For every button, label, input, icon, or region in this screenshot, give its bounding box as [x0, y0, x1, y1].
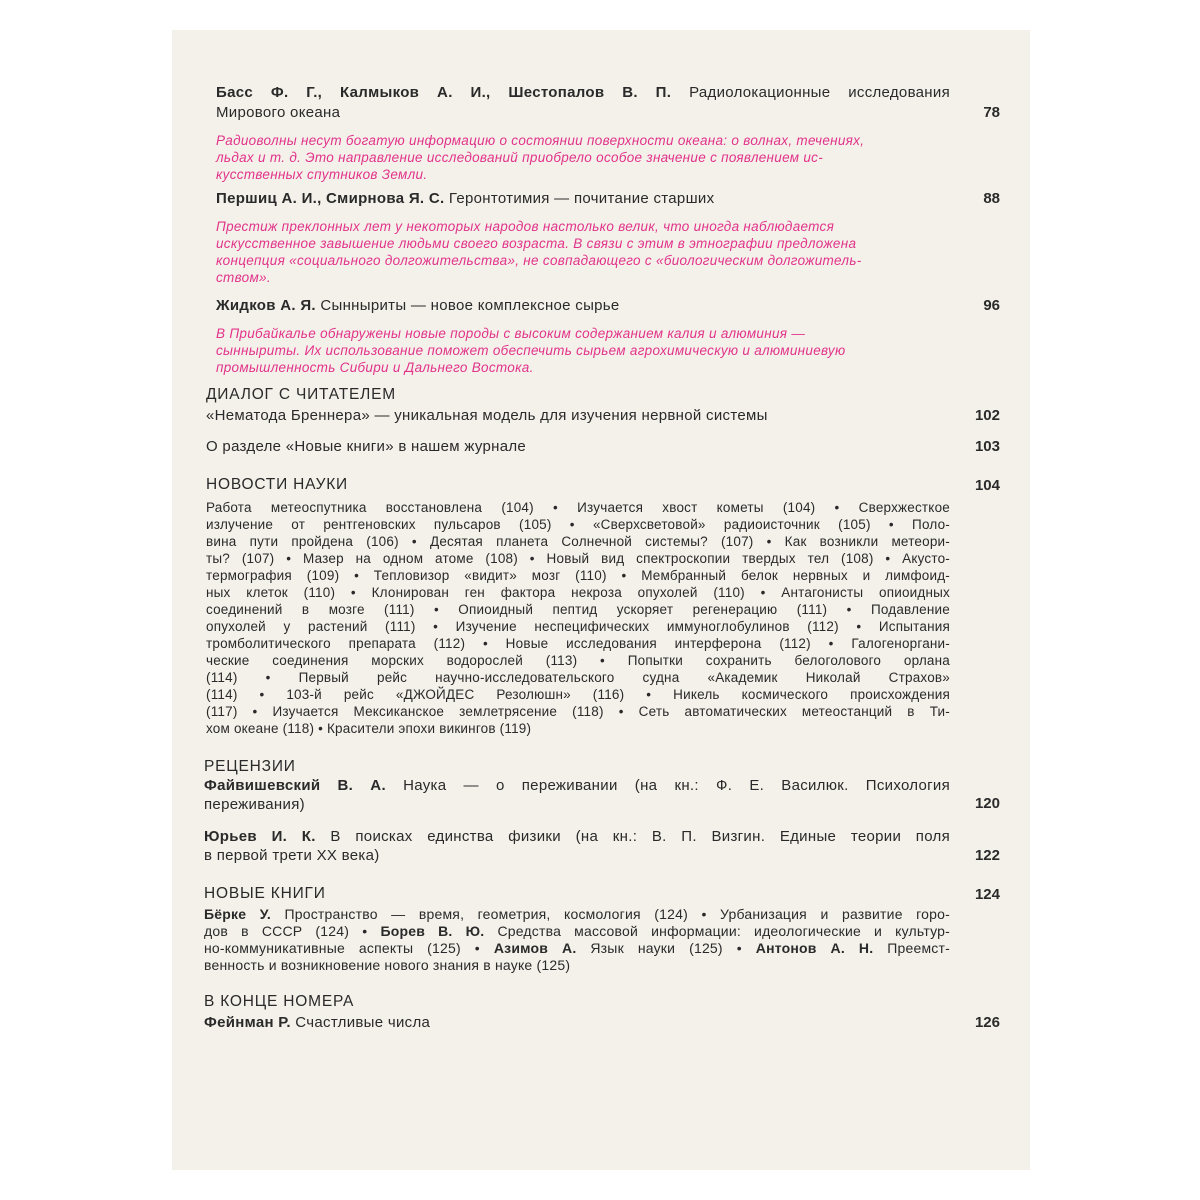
article-1-line-2: Мирового океана	[216, 104, 341, 121]
article-1-authors: Басс Ф. Г., Калмыков А. И., Шестопалов В. П.	[216, 84, 672, 101]
review-2-author: Юрьев И. К.	[204, 828, 316, 845]
article-1-line-1	[216, 84, 950, 101]
books-text-3a: но-коммуникативные аспекты (125) •	[204, 940, 480, 956]
dialog-item-2-page: 103	[974, 438, 1000, 455]
review-1-page: 120	[974, 795, 1000, 812]
news-line-14: хом океане (118) • Красители эпохи викингов (119)	[206, 721, 532, 736]
article-3-abstract-1: В Прибайкалье обнаружены новые породы с высоким содержанием калия и алюминия —	[216, 326, 806, 341]
news-line-8: опухолей у растений (111) • Изучение неспецифических иммуноглобулинов (112) • Испытания	[206, 619, 950, 634]
review-2-line-2: в первой трети XX века)	[204, 847, 380, 864]
review-2-line-1	[204, 828, 950, 845]
article-2-abstract-2: искусственное завышение людьми своего возраста. В связи с этим в этнографии предложена	[216, 236, 857, 251]
article-1-abstract-2: льдах и т. д. Это направление исследований приобрело особое значение с появлением ис-	[216, 150, 824, 165]
books-author-4: Антонов А. Н.	[755, 940, 874, 956]
news-line-5: термография (109) • Тепловизор «видит» мозг (110) • Мембранный белок нервных и лимфоид-	[206, 568, 950, 583]
end-author: Фейнман Р.	[204, 1014, 291, 1031]
news-line-3: вина пути пройдена (106) • Десятая планета Солнечной системы? (107) • Как возникли метеори-	[206, 534, 950, 549]
article-2-title: Геронтотимия — почитание старших	[448, 190, 715, 207]
books-author-1: Бёрке У.	[204, 906, 271, 922]
books-text-3c: Преемст-	[887, 940, 950, 956]
article-3-title: Сынныриты — новое комплексное сырье	[320, 297, 620, 314]
books-text-3b: Язык науки (125) •	[590, 940, 742, 956]
news-page: 104	[974, 477, 1000, 494]
news-line-1: Работа метеоспутника восстановлена (104) • Изучается хвост кометы (104) • Сверхжесткое	[206, 500, 950, 515]
review-1-line-2: переживания)	[204, 796, 305, 813]
article-1-page: 78	[983, 104, 1000, 121]
article-3-abstract-3: промышленность Сибири и Дальнего Востока.	[216, 360, 534, 375]
article-1-title: Радиолокационные исследования	[689, 84, 950, 101]
books-text-2a: дов в СССР (124) •	[204, 923, 368, 939]
books-line-2	[204, 923, 950, 940]
news-line-12: (114) • 103-й рейс «ДЖОЙДЕС Резолюшн» (116) • Никель космического происхождения	[206, 687, 950, 702]
news-heading: НОВОСТИ НАУКИ	[206, 476, 348, 493]
article-2-abstract-4: ством».	[216, 270, 271, 285]
end-page: 126	[974, 1014, 1000, 1031]
news-line-11: (114) • Первый рейс научно-исследовательского судна «Академик Николай Страхов»	[206, 670, 950, 685]
article-3-line-1	[216, 297, 620, 314]
books-author-3: Азимов А.	[493, 940, 577, 956]
news-line-4: ты? (107) • Мазер на одном атоме (108) • Новый вид спектроскопии твердых тел (108) • Акусто-	[206, 551, 950, 566]
article-2-abstract-1: Престиж преклонных лет у некоторых народов настолько велик, что иногда наблюдается	[216, 219, 835, 234]
books-line-3	[204, 940, 950, 957]
dialog-item-1-page: 102	[974, 407, 1000, 424]
dialog-item-2: О разделе «Новые книги» в нашем журнале	[206, 438, 527, 455]
books-text-2b: Средства массовой информации: идеологические и культур-	[497, 923, 950, 939]
news-line-2: излучение от рентгеновских пульсаров (105) • «Сверхсветовой» радиоисточник (105) • Поло-	[206, 517, 950, 532]
news-line-7: соединений в мозге (111) • Опиоидный пептид ускоряет регенерацию (111) • Подавление	[206, 602, 950, 617]
review-1-author: Файвишевский В. А.	[204, 777, 386, 794]
review-2-page: 122	[974, 847, 1000, 864]
books-text-1: Пространство — время, геометрия, космология (124) • Урбанизация и развитие горо-	[284, 906, 950, 922]
end-item	[204, 1014, 430, 1031]
dialog-heading: ДИАЛОГ С ЧИТАТЕЛЕМ	[206, 386, 396, 403]
news-line-9: тромболитического препарата (112) • Новые исследования интерферона (112) • Галогеноргани-	[206, 636, 950, 651]
review-1-title: Наука — о переживании (на кн.: Ф. Е. Василюк. Психология	[403, 777, 951, 794]
books-author-2: Борев В. Ю.	[380, 923, 485, 939]
books-line-4: венность и возникновение нового знания в науке (125)	[204, 957, 571, 973]
article-2-abstract-3: концепция «социального долгожительства», не совпадающего с «биологическим долгожитель-	[216, 253, 862, 268]
article-2-authors: Першиц А. И., Смирнова Я. С.	[216, 190, 445, 207]
end-heading: В КОНЦЕ НОМЕРА	[204, 993, 355, 1010]
article-3-authors: Жидков А. Я.	[216, 297, 316, 314]
news-line-6: ных клеток (110) • Клонирован ген фактора некроза опухолей (110) • Антагонисты опиоидных	[206, 585, 950, 600]
books-heading: НОВЫЕ КНИГИ	[204, 885, 326, 902]
books-line-1	[204, 906, 950, 923]
reviews-heading: РЕЦЕНЗИИ	[204, 758, 296, 775]
end-title: Счастливые числа	[295, 1014, 431, 1031]
article-1-abstract-1: Радиоволны несут богатую информацию о состоянии поверхности океана: о волнах, течениях,	[216, 133, 865, 148]
article-3-abstract-2: сынныриты. Их использование поможет обеспечить сырьем агрохимическую и алюминиевую	[216, 343, 846, 358]
article-2-line-1	[216, 190, 714, 207]
article-3-page: 96	[983, 297, 1000, 314]
review-1-line-1	[204, 777, 950, 794]
article-1-abstract-3: кусственных спутников Земли.	[216, 167, 428, 182]
review-2-title: В поисках единства физики (на кн.: В. П. Визгин. Единые теории поля	[330, 828, 951, 845]
news-line-13: (117) • Изучается Мексиканское землетрясение (118) • Сеть автоматических метеостанций в Ти-	[206, 704, 950, 719]
books-page: 124	[974, 886, 1000, 903]
news-line-10: ческие соединения морских водорослей (113) • Попытки сохранить белоголового орлана	[206, 653, 950, 668]
article-2-page: 88	[983, 190, 1000, 207]
dialog-item-1: «Нематода Бреннера» — уникальная модель для изучения нервной системы	[206, 407, 768, 424]
journal-contents-page	[172, 30, 1030, 1170]
